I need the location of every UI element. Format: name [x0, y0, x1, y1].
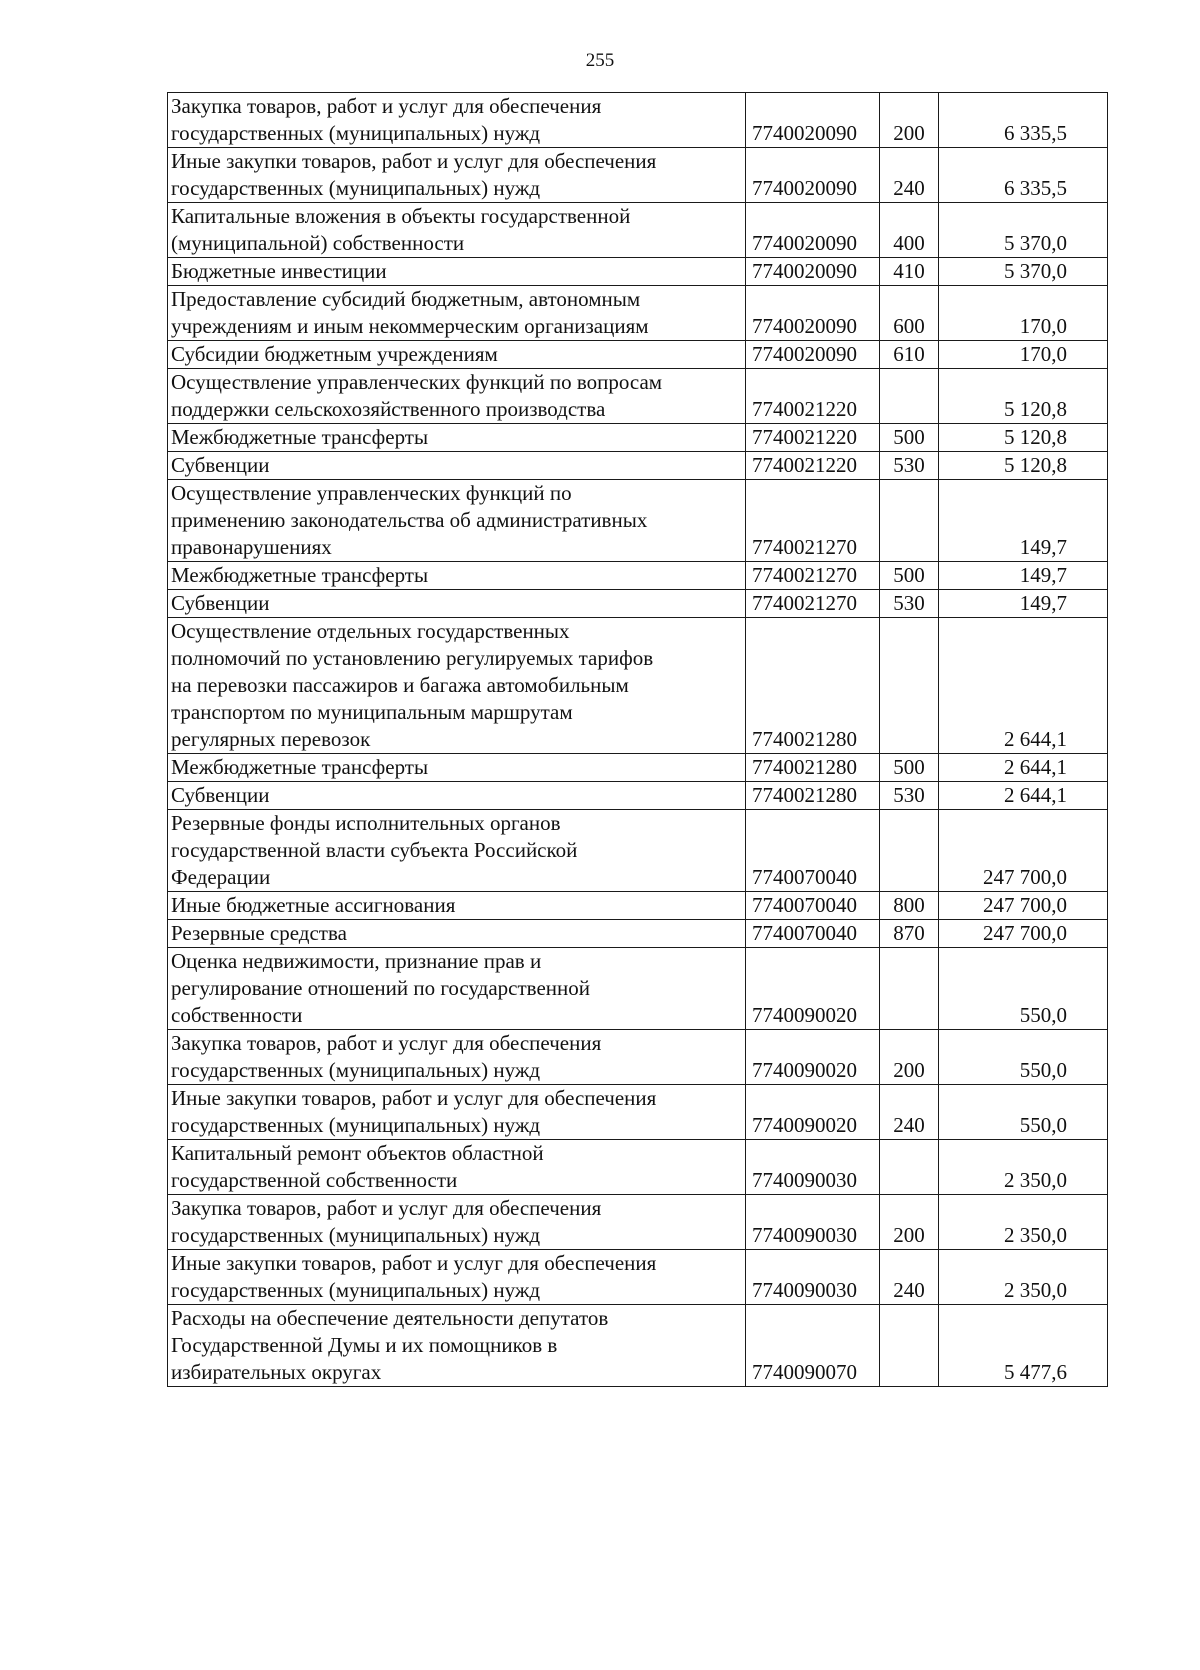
row-sum-cell: 550,0: [939, 1030, 1108, 1085]
row-code-cell: 7740020090: [746, 341, 880, 369]
row-name-cell: Осуществление отдельных государственных полномочий по установлению регулируемых тарифов на перевозки пассажиров и багажа автомобильным транспортом по муниципальным маршрутам регулярных перевозок: [168, 618, 746, 754]
row-name-cell: Бюджетные инвестиции: [168, 258, 746, 286]
row-name-cell: Иные закупки товаров, работ и услуг для обеспечения государственных (муниципальных) нужд: [168, 148, 746, 203]
table-row: [168, 618, 1108, 754]
row-type-cell: 200: [880, 93, 939, 148]
row-code-cell: 7740090030: [746, 1140, 880, 1195]
table-row: [168, 93, 1108, 148]
table-row: [168, 1250, 1108, 1305]
row-sum-cell: 5 370,0: [939, 258, 1108, 286]
row-code-cell: 7740020090: [746, 286, 880, 341]
row-sum-cell: 149,7: [939, 590, 1108, 618]
row-code-cell: 7740090030: [746, 1250, 880, 1305]
row-code-cell: 7740070040: [746, 810, 880, 892]
row-code-cell: 7740021220: [746, 452, 880, 480]
row-code-cell: 7740021270: [746, 590, 880, 618]
row-name-cell: Резервные фонды исполнительных органов государственной власти субъекта Российской Федерации: [168, 810, 746, 892]
row-sum-cell: 5 120,8: [939, 424, 1108, 452]
row-type-cell: [880, 810, 939, 892]
row-sum-cell: 2 644,1: [939, 754, 1108, 782]
row-code-cell: 7740090020: [746, 1030, 880, 1085]
row-sum-cell: 5 477,6: [939, 1305, 1108, 1387]
row-name-cell: Субвенции: [168, 452, 746, 480]
row-name-cell: Предоставление субсидий бюджетным, автономным учреждениям и иным некоммерческим организациям: [168, 286, 746, 341]
row-sum-cell: 5 370,0: [939, 203, 1108, 258]
table-row: [168, 1305, 1108, 1387]
table-row: [168, 920, 1108, 948]
row-name-cell: Осуществление управленческих функций по применению законодательства об административных правонарушениях: [168, 480, 746, 562]
row-sum-cell: 6 335,5: [939, 148, 1108, 203]
row-sum-cell: 149,7: [939, 562, 1108, 590]
row-name-cell: Закупка товаров, работ и услуг для обеспечения государственных (муниципальных) нужд: [168, 1030, 746, 1085]
row-sum-cell: 149,7: [939, 480, 1108, 562]
row-code-cell: 7740090020: [746, 1085, 880, 1140]
budget-table-body: [168, 93, 1108, 1387]
row-code-cell: 7740021220: [746, 369, 880, 424]
row-sum-cell: 170,0: [939, 341, 1108, 369]
table-row: [168, 148, 1108, 203]
table-row: [168, 1195, 1108, 1250]
table-row: [168, 1140, 1108, 1195]
row-name-cell: Межбюджетные трансферты: [168, 424, 746, 452]
row-code-cell: 7740090020: [746, 948, 880, 1030]
row-code-cell: 7740020090: [746, 148, 880, 203]
row-sum-cell: 247 700,0: [939, 892, 1108, 920]
row-type-cell: 240: [880, 148, 939, 203]
row-type-cell: 610: [880, 341, 939, 369]
row-type-cell: 200: [880, 1195, 939, 1250]
row-sum-cell: 550,0: [939, 1085, 1108, 1140]
row-code-cell: 7740070040: [746, 920, 880, 948]
row-sum-cell: 6 335,5: [939, 93, 1108, 148]
row-type-cell: [880, 618, 939, 754]
row-type-cell: 240: [880, 1085, 939, 1140]
table-row: [168, 424, 1108, 452]
row-type-cell: 530: [880, 590, 939, 618]
row-code-cell: 7740020090: [746, 203, 880, 258]
table-row: [168, 203, 1108, 258]
table-row: [168, 948, 1108, 1030]
table-row: [168, 258, 1108, 286]
row-name-cell: Капитальный ремонт объектов областной государственной собственности: [168, 1140, 746, 1195]
row-name-cell: Закупка товаров, работ и услуг для обеспечения государственных (муниципальных) нужд: [168, 93, 746, 148]
table-row: [168, 590, 1108, 618]
row-type-cell: 530: [880, 452, 939, 480]
row-type-cell: [880, 948, 939, 1030]
row-type-cell: 410: [880, 258, 939, 286]
row-code-cell: 7740020090: [746, 93, 880, 148]
row-sum-cell: 2 350,0: [939, 1140, 1108, 1195]
row-sum-cell: 5 120,8: [939, 452, 1108, 480]
table-row: [168, 286, 1108, 341]
row-type-cell: 500: [880, 754, 939, 782]
row-type-cell: [880, 369, 939, 424]
table-row: [168, 1030, 1108, 1085]
row-code-cell: 7740021280: [746, 618, 880, 754]
row-type-cell: 530: [880, 782, 939, 810]
table-row: [168, 1085, 1108, 1140]
row-type-cell: 500: [880, 562, 939, 590]
row-name-cell: Субвенции: [168, 782, 746, 810]
budget-table: [167, 92, 1108, 1387]
row-type-cell: 870: [880, 920, 939, 948]
row-sum-cell: 2 644,1: [939, 782, 1108, 810]
row-sum-cell: 2 350,0: [939, 1195, 1108, 1250]
table-row: [168, 782, 1108, 810]
row-sum-cell: 550,0: [939, 948, 1108, 1030]
row-code-cell: 7740021270: [746, 562, 880, 590]
table-row: [168, 892, 1108, 920]
table-row: [168, 480, 1108, 562]
row-code-cell: 7740020090: [746, 258, 880, 286]
row-sum-cell: 2 644,1: [939, 618, 1108, 754]
row-type-cell: 500: [880, 424, 939, 452]
table-row: [168, 562, 1108, 590]
page-number: 255: [585, 50, 615, 71]
row-code-cell: 7740070040: [746, 892, 880, 920]
row-name-cell: Межбюджетные трансферты: [168, 754, 746, 782]
row-name-cell: Оценка недвижимости, признание прав и регулирование отношений по государственной собственности: [168, 948, 746, 1030]
row-type-cell: [880, 1305, 939, 1387]
table-row: [168, 810, 1108, 892]
row-sum-cell: 247 700,0: [939, 920, 1108, 948]
row-sum-cell: 170,0: [939, 286, 1108, 341]
row-name-cell: Иные закупки товаров, работ и услуг для обеспечения государственных (муниципальных) нужд: [168, 1250, 746, 1305]
row-code-cell: 7740021270: [746, 480, 880, 562]
row-code-cell: 7740021280: [746, 782, 880, 810]
row-name-cell: Субсидии бюджетным учреждениям: [168, 341, 746, 369]
row-type-cell: 240: [880, 1250, 939, 1305]
row-code-cell: 7740090030: [746, 1195, 880, 1250]
row-name-cell: Капитальные вложения в объекты государственной (муниципальной) собственности: [168, 203, 746, 258]
row-name-cell: Осуществление управленческих функций по вопросам поддержки сельскохозяйственного производства: [168, 369, 746, 424]
row-type-cell: 400: [880, 203, 939, 258]
row-name-cell: Иные бюджетные ассигнования: [168, 892, 746, 920]
row-type-cell: [880, 480, 939, 562]
table-row: [168, 452, 1108, 480]
row-type-cell: 800: [880, 892, 939, 920]
row-type-cell: [880, 1140, 939, 1195]
row-code-cell: 7740021220: [746, 424, 880, 452]
table-row: [168, 369, 1108, 424]
row-code-cell: 7740021280: [746, 754, 880, 782]
row-name-cell: Субвенции: [168, 590, 746, 618]
row-sum-cell: 5 120,8: [939, 369, 1108, 424]
row-sum-cell: 2 350,0: [939, 1250, 1108, 1305]
row-type-cell: 600: [880, 286, 939, 341]
row-name-cell: Расходы на обеспечение деятельности депутатов Государственной Думы и их помощников в избирательных округах: [168, 1305, 746, 1387]
row-name-cell: Межбюджетные трансферты: [168, 562, 746, 590]
row-name-cell: Иные закупки товаров, работ и услуг для обеспечения государственных (муниципальных) нужд: [168, 1085, 746, 1140]
table-row: [168, 341, 1108, 369]
row-name-cell: Резервные средства: [168, 920, 746, 948]
row-name-cell: Закупка товаров, работ и услуг для обеспечения государственных (муниципальных) нужд: [168, 1195, 746, 1250]
row-type-cell: 200: [880, 1030, 939, 1085]
table-row: [168, 754, 1108, 782]
row-code-cell: 7740090070: [746, 1305, 880, 1387]
row-sum-cell: 247 700,0: [939, 810, 1108, 892]
